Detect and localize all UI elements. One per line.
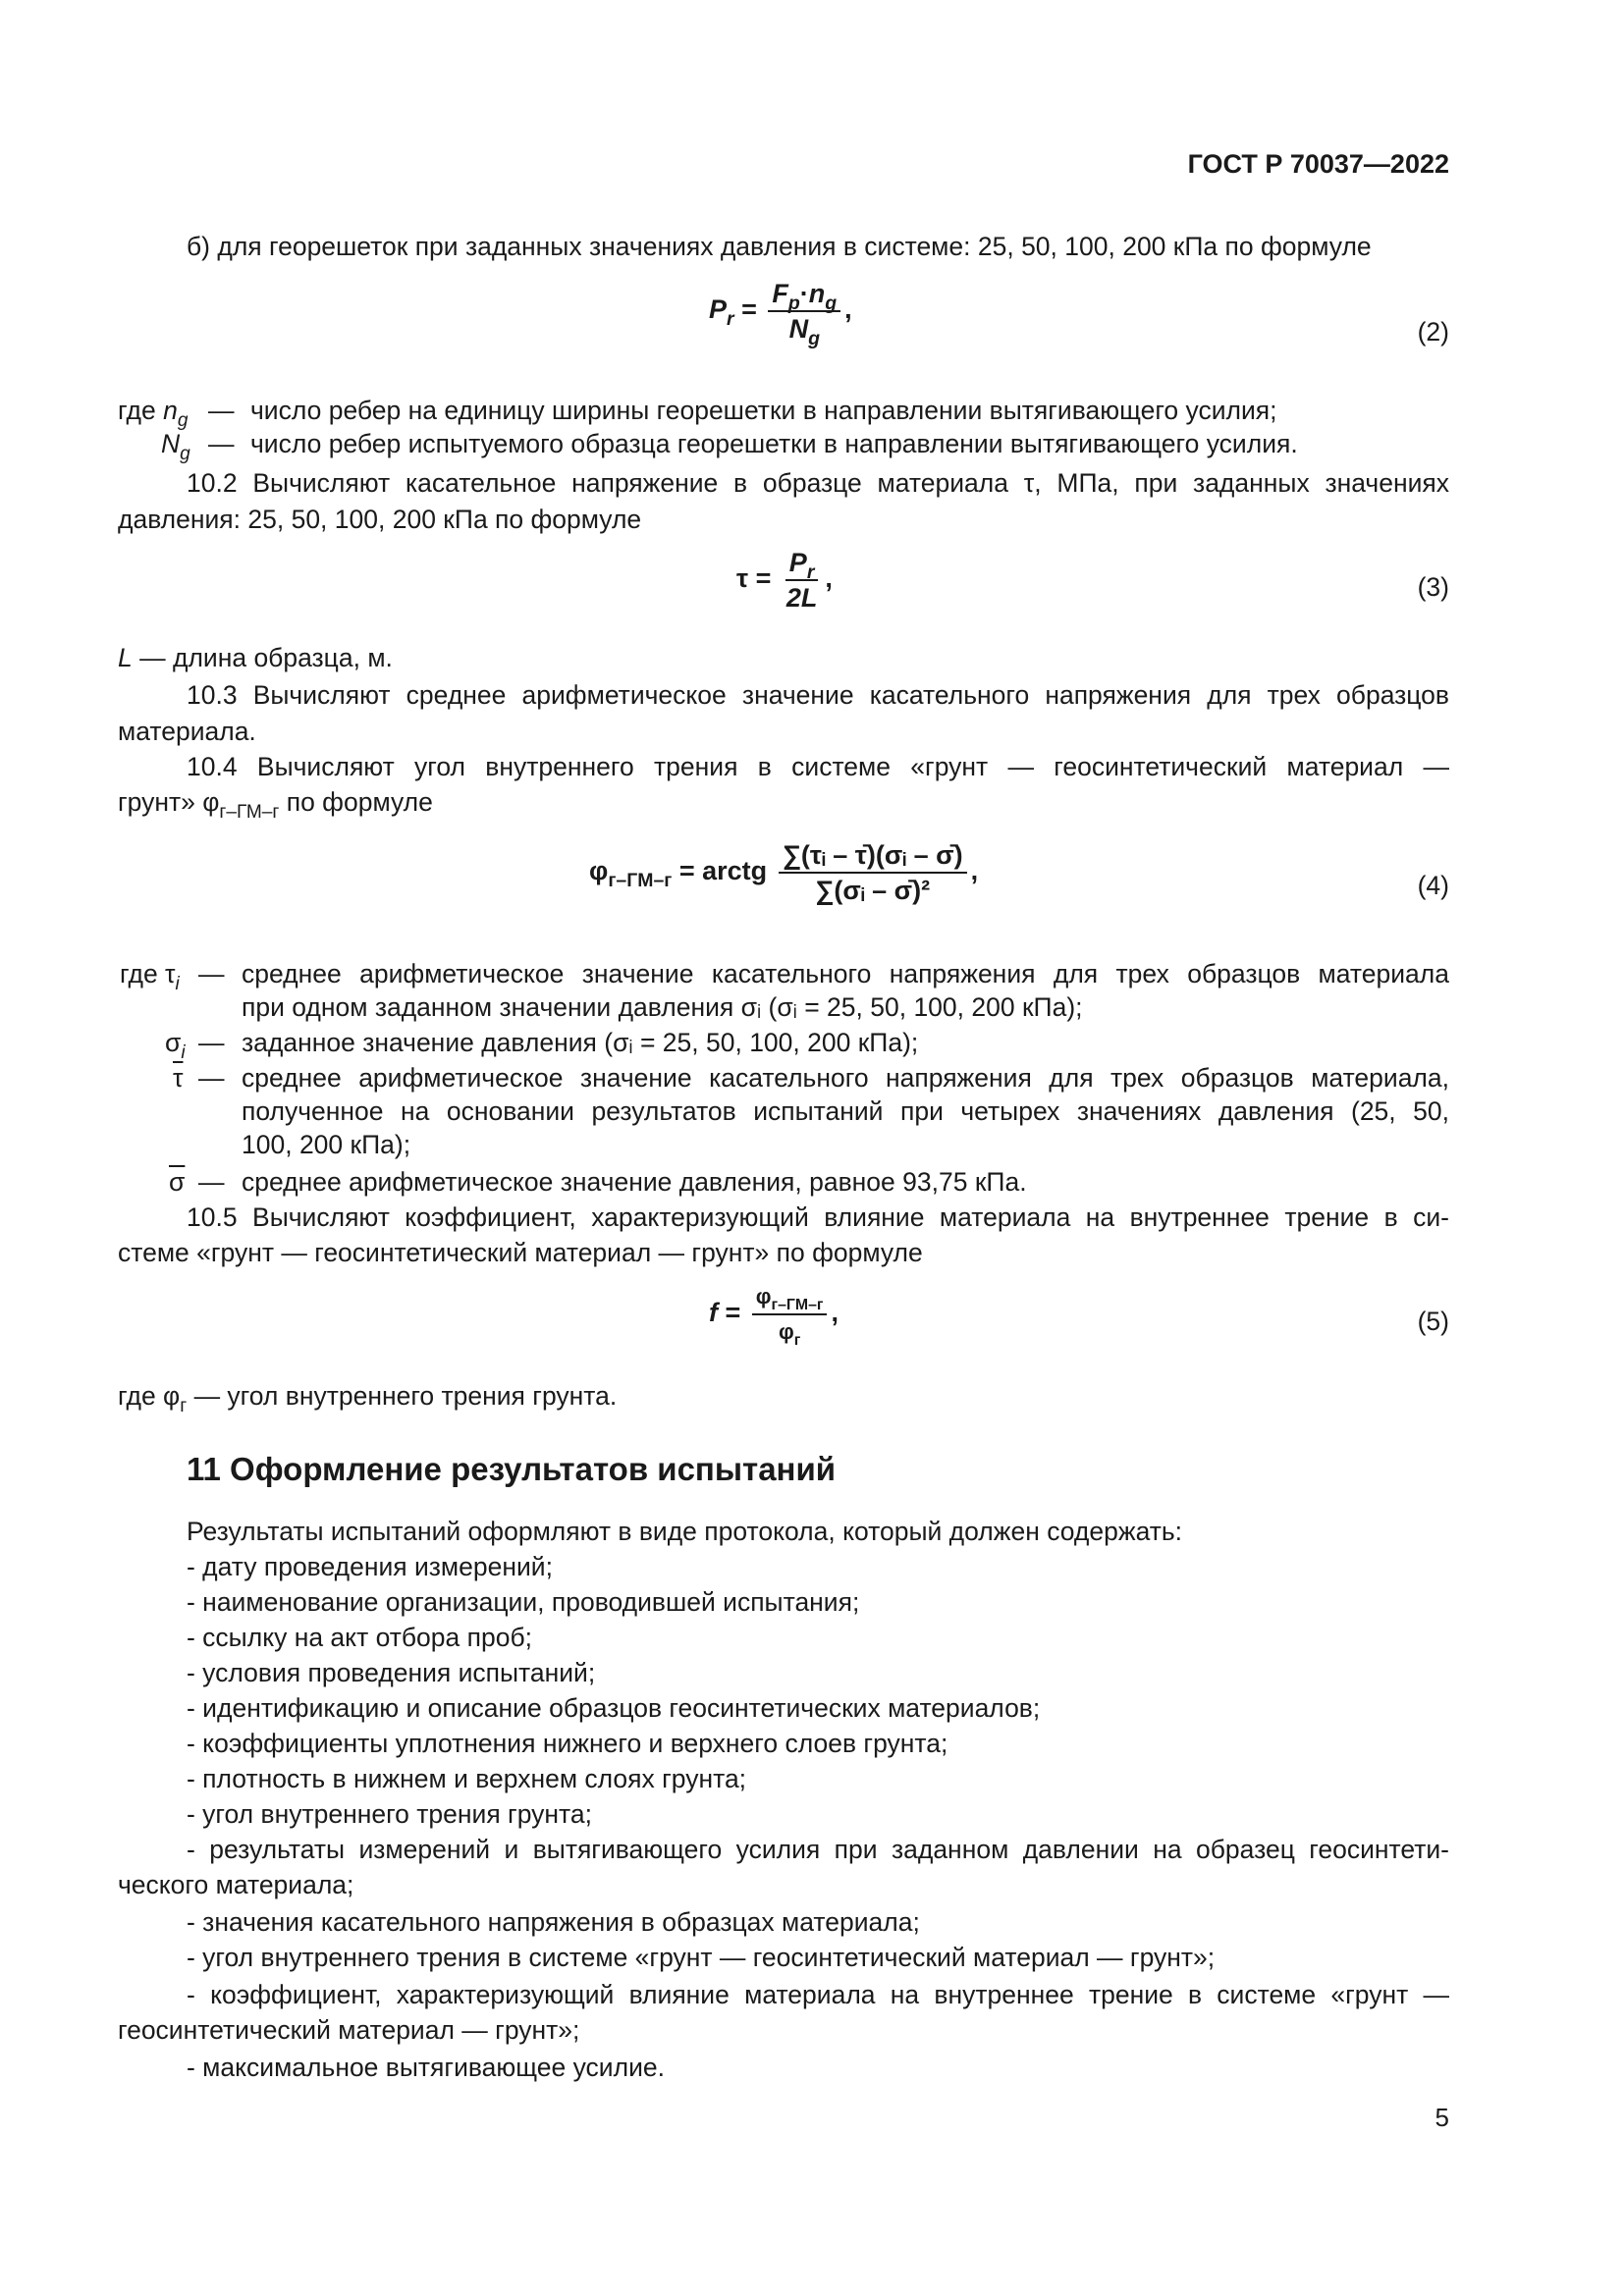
list-item-results-line1: - результаты измерений и вытягивающего усилия при заданном давлении на образец геосинтети- [187,1835,1449,1864]
paragraph-10-4-line1: 10.4 Вычисляют угол внутреннего трения в системе «грунт — геосинтетический материал — [187,752,1449,781]
page-number: 5 [1435,2103,1449,2132]
list-item: - угол внутреннего трения в системе «грунт — геосинтетический материал — грунт»; [187,1943,1216,1972]
standard-header: ГОСТ Р 70037—2022 [1187,149,1449,179]
where-tau-bar: $\overline{\tau}$ [173,1063,184,1093]
where-sigma-text: заданное значение давления (σᵢ = 25, 50, 100, 200 кПа); [242,1028,919,1057]
where-sigmabar-text: среднее арифметическое значение давления, равное 93,75 кПа. [242,1167,1027,1197]
where-taubar-line3: 100, 200 кПа); [242,1130,411,1159]
formula-number-3: (3) [1417,572,1449,602]
where-taubar-line1: среднее арифметическое значение касательного напряжения для трех образцов материала, [242,1063,1449,1093]
list-item-results-line2: ческого материала; [118,1870,354,1899]
paragraph-10-5-line1: 10.5 Вычисляют коэффициент, характеризующий влияние материала на внутреннее трение в си- [187,1202,1449,1232]
paragraph-10-4-line2: грунт» $\varphi_{г-ГМ-г}$ по формуле [118,787,433,823]
paragraph-10-3-line1: 10.3 Вычисляют среднее арифметическое значение касательного напряжения для трех образцов [187,680,1449,710]
where-Ng-dash: — [208,429,235,458]
where-tau-dash: — [198,959,225,988]
section-11-heading: 11 Оформление результатов испытаний [187,1451,837,1487]
where-Ng: $N_g$ [161,429,190,464]
list-item: - плотность в нижнем и верхнем слоях грунта; [187,1764,747,1793]
results-intro: Результаты испытаний оформляют в виде протокола, который должен содержать: [187,1517,1183,1546]
where-ng-text: число ребер на единицу ширины георешетки в направлении вытягивающего усилия; [250,396,1277,425]
list-item: - идентификацию и описание образцов геосинтетических материалов; [187,1693,1041,1723]
formula-4: $\varphi_{г-ГМ-г}$ = arctg $\frac{\text{∑(τᵢ – τ̄)(σᵢ – σ̄)}}{\text{∑(σᵢ – σ̄)²}}$ , [589,840,979,905]
list-item-coef-line2: геосинтетический материал — грунт»; [118,2015,580,2045]
where-sigmabar-dash: — [198,1167,225,1197]
list-item: - угол внутреннего трения грунта; [187,1799,592,1829]
list-item: - коэффициенты уплотнения нижнего и верхнего слоев грунта; [187,1729,948,1758]
list-item: - максимальное вытягивающее усилие. [187,2053,665,2082]
where-ng: где $n_g$ [118,396,189,431]
where-tau-line2: при одном заданном значении давления σᵢ (σᵢ = 25, 50, 100, 200 кПа); [242,992,1083,1022]
paragraph-10-2-line2: давления: 25, 50, 100, 200 кПа по формуле [118,505,642,534]
where-tau-line1: среднее арифметическое значение касательного напряжения для трех образцов материала [242,959,1449,988]
formula-number-2: (2) [1417,317,1449,347]
formula-number-5: (5) [1417,1307,1449,1336]
formula-number-4: (4) [1417,871,1449,900]
paragraph-10-2-line1: 10.2 Вычисляют касательное напряжение в образце материала τ, МПа, при заданных значениях [187,468,1449,498]
where-sigma-bar: $\overline{\sigma}$ [169,1167,186,1197]
list-item: - условия проведения испытаний; [187,1658,596,1687]
where-phi-g: где $\varphi_г$ — угол внутреннего трения грунта. [118,1381,618,1416]
list-item-coef-line1: - коэффициент, характеризующий влияние материала на внутреннее трение в системе «грунт — [187,1980,1449,2009]
formula-2: $P_r$ = $\frac{F_p\cdot n_g}{N_g}$ , [709,279,852,349]
formula-5: f = $\frac{\varphi_{г-ГМ-г}}{\varphi_г}$ , [709,1284,839,1349]
L-definition: L — длина образца, м. [118,643,393,672]
list-item: - значения касательного напряжения в образцах материала; [187,1907,920,1937]
where-tau-i: где $\tau_i$ [120,959,180,994]
formula-3: τ = $\frac{P_r}{2L}$ , [736,548,833,613]
paragraph-10-3-line2: материала. [118,717,256,746]
list-item: - наименование организации, проводившей испытания; [187,1587,860,1617]
where-sigma-dash: — [198,1028,225,1057]
list-item: - ссылку на акт отбора проб; [187,1623,532,1652]
paragraph-10-5-line2: стеме «грунт — геосинтетический материал — грунт» по формуле [118,1238,923,1267]
where-ng-dash: — [208,396,235,425]
where-Ng-text: число ребер испытуемого образца георешетки в направлении вытягивающего усилия. [250,429,1298,458]
paragraph-b: б) для георешеток при заданных значениях давления в системе: 25, 50, 100, 200 кПа по формуле [187,232,1372,261]
where-sigma-i: $\sigma_i$ [165,1028,186,1063]
where-taubar-line2: полученное на основании результатов испытаний при четырех значениях давления (25, 50, [242,1096,1449,1126]
list-item: - дату проведения измерений; [187,1552,553,1581]
where-taubar-dash: — [198,1063,225,1093]
